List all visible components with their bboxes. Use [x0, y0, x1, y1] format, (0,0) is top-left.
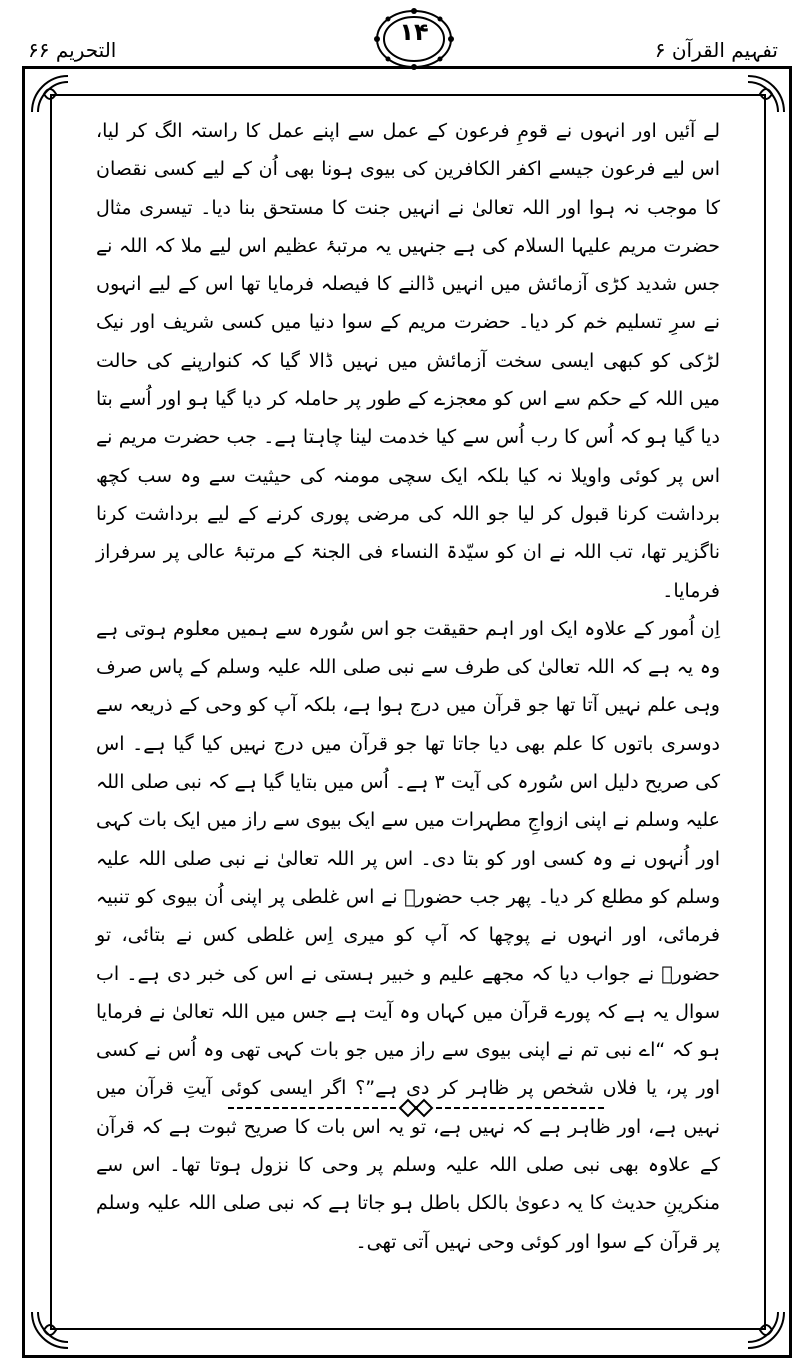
paragraph: لے آئیں اور انہوں نے قومِ فرعون کے عمل سے اپنے عمل کا راستہ الگ کر لیا، اس لیے فرعون جیسے اکفر الکافرین کی بیوی ہونا بھی اُن کے لیے کسی نقصان کا موجب نہ ہوا اور اللہ تعالیٰ نے انہیں جنت کا مستحق بنا دیا۔ تیسری مثال حضرت مریم علیہا السلام کی ہے جنہیں یہ مرتبۂ عظیم اس لیے ملا کہ اللہ نے جس شدید کڑی آزمائش میں انہیں ڈالنے کا فیصلہ فرمایا تھا اس کے لیے انہوں نے سرِ تسلیم خم کر دیا۔ حضرت مریم کے سوا دنیا میں کسی شریف اور نیک لڑکی کو کبھی ایسی سخت آزمائش میں نہیں ڈالا گیا کہ کنوارپنے کی حالت میں اللہ کے حکم سے اس کو معجزے کے طور پر حاملہ کر دیا گیا ہو اور اُسے بتا دیا گیا ہو کہ اُس کا رب اُس سے کیا خدمت لینا چاہتا ہے۔ جب حضرت مریم نے اس پر کوئی واویلا نہ کیا بلکہ ایک سچی مومنہ کی حیثیت سے وہ سب کچھ برداشت کرنا قبول کر لیا جو اللہ کی مرضی پوری کرنے کے لیے برداشت کرنا ناگزیر تھا، تب اللہ نے ان کو سیّدۃ النساء فی الجنۃ کے مرتبۂ عالی پر سرفراز فرمایا۔ [96, 120, 720, 602]
corner-ornament-icon [744, 1308, 788, 1352]
page-number: ۱۴ [399, 18, 429, 46]
page-number-ornament [374, 6, 454, 72]
corner-ornament-icon [28, 1308, 72, 1352]
book-title-header: تفہیم القرآن ۶ [654, 38, 778, 62]
surah-header: التحریم ۶۶ [28, 38, 117, 62]
corner-ornament-icon [744, 72, 788, 116]
corner-ornament-icon [28, 72, 72, 116]
section-divider-ornament [228, 1096, 604, 1120]
paragraph: اِن اُمور کے علاوہ ایک اور اہم حقیقت جو اس سُورہ سے ہمیں معلوم ہوتی ہے وہ یہ ہے کہ اللہ تعالیٰ کی طرف سے نبی صلی اللہ علیہ وسلم کے پاس صرف وہی علم نہیں آتا تھا جو قرآن میں درج ہوا ہے، بلکہ آپ کو وحی کے ذریعہ سے دوسری باتوں کا علم بھی دیا جاتا تھا جو قرآن میں درج نہیں کیا گیا ہے۔ اس کی صریح دلیل اس سُورہ کی آیت ۳ ہے۔ اُس میں بتایا گیا ہے کہ نبی صلی اللہ علیہ وسلم نے اپنی ازواجِ مطہرات میں سے ایک بیوی سے راز میں ایک بات کہی اور اُنہوں نے وہ کسی اور کو بتا دی۔ اس پر اللہ تعالیٰ نے نبی صلی اللہ علیہ وسلم کو مطلع کر دیا۔ پھر جب حضورؐ نے اس غلطی پر اپنی اُن بیوی کو تنبیہ فرمائی، اور انہوں نے پوچھا کہ آپ کو میری اِس غلطی کس نے بتائی، تو حضورؐ نے جواب دیا کہ مجھے علیم و خبیر ہستی نے اس کی خبر دی ہے۔ اب سوال یہ ہے کہ پورے قرآن میں کہاں وہ آیت ہے جس میں اللہ تعالیٰ نے فرمایا ہو کہ “اے نبی تم نے اپنی بیوی سے راز میں جو بات کہی تھی وہ اُس نے کسی اور پر، یا فلاں شخص پر ظاہر کر دی ہے”؟ اگر ایسی کوئی آیتِ قرآن میں نہیں ہے، اور ظاہر ہے کہ نہیں ہے، تو یہ اس بات کا صریح ثبوت ہے کہ قرآن کے علاوہ بھی نبی صلی اللہ علیہ وسلم پر وحی کا نزول ہوتا تھا۔ اس سے منکرینِ حدیث کا یہ دعویٰ بالکل باطل ہو جاتا ہے کہ نبی صلی اللہ علیہ وسلم پر قرآن کے سوا اور کوئی وحی نہیں آتی تھی۔ [96, 617, 720, 1253]
page-body-text [96, 112, 720, 1261]
